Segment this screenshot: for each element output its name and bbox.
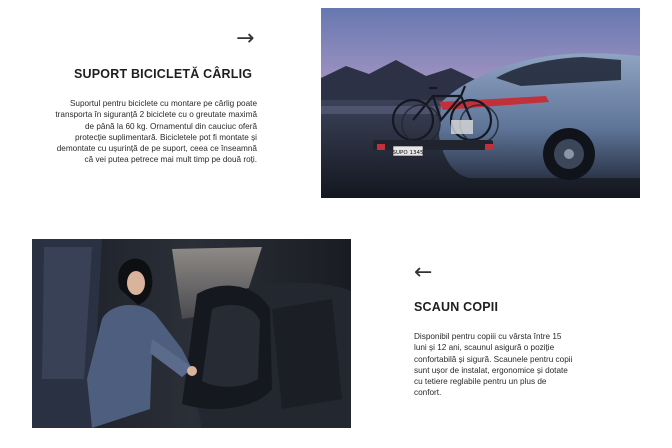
- bike-rack-description: Suportul pentru biciclete cu montare pe cârlig poate transporta în siguranță 2 biciclete cu o greutate maximă de până la 60 kg. Ornamentul din cauciuc oferă protecție suplimentară. Bicicletele pot fi montate și demontate cu ușurință de pe suport, ceea ce înseamnă că vei putea petrece mai mult timp pe două roți.: [55, 99, 257, 165]
- bike-rack-title: SUPORT BICICLETĂ CÂRLIG: [74, 67, 253, 81]
- child-seat-photo: [32, 239, 351, 428]
- car-door: [42, 247, 92, 379]
- bike-rack-platform: [373, 140, 493, 150]
- person-face: [127, 271, 145, 295]
- arrow-right-icon[interactable]: →: [236, 26, 255, 51]
- child-seat-title: SCAUN COPII: [414, 300, 499, 314]
- arrow-left-icon[interactable]: ←: [414, 260, 433, 285]
- bike-rack-photo: [321, 8, 640, 198]
- child-seat-description: Disponibil pentru copiii cu vârsta între 15 luni și 12 ani, scaunul asigură o poziție confortabilă și sigură. Scaunele pentru copii sunt ușor de instalat, ergonomice și dotate cu tetiere reglabile pentru un plus de confort.: [414, 332, 573, 398]
- license-plate-text: SUPO 1345: [392, 150, 424, 156]
